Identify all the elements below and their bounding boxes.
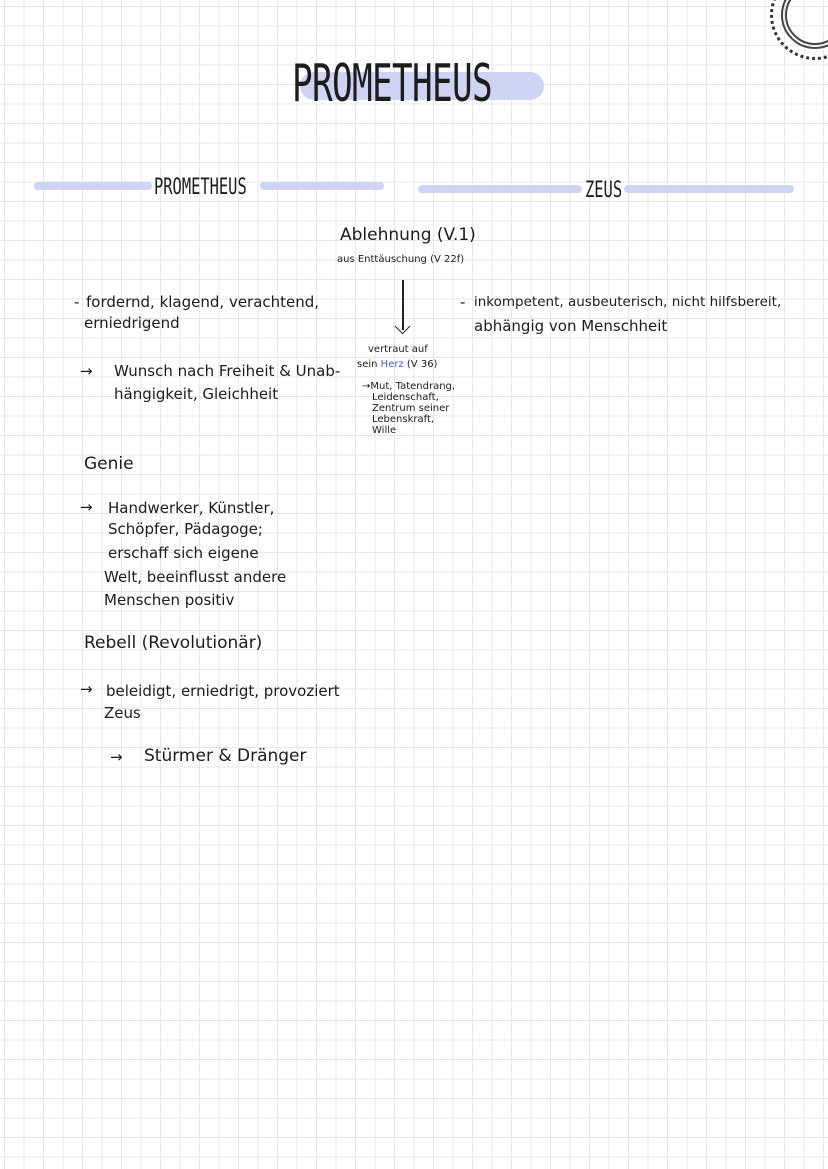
right-column-heading: ZEUS [585,178,623,203]
rebel-arrow-icon: → [80,680,93,698]
rebel-line2: Zeus [104,704,141,722]
right-line1: inkompetent, ausbeuterisch, nicht hilfsbereit, [474,294,782,310]
genie-line4: Welt, beeinflusst andere [104,568,287,586]
rebel-line1: beleidigt, erniedrigt, provoziert [106,682,340,700]
center-trust-line1: vertraut auf [368,344,428,355]
herz-highlight: Herz [380,359,404,370]
down-arrow-icon [402,280,404,330]
left-column-heading: PROMETHEUS [154,175,247,200]
left-line1: fordernd, klagend, verachtend, [86,293,320,311]
right-line2: abhängig von Menschheit [474,317,668,335]
center-subheading: aus Enttäuschung (V 22f) [337,254,465,265]
genie-line1: Handwerker, Künstler, [108,499,275,517]
left-heading-highlight-a [34,182,152,190]
rebel-heading: Rebell (Revolutionär) [84,633,263,653]
center-heading: Ablehnung (V.1) [340,225,476,245]
right-dash: - [460,293,466,311]
wish-line1: Wunsch nach Freiheit & Unab- [114,362,341,380]
wish-arrow-icon: → [80,362,93,380]
genie-line2: Schöpfer, Pädagoge; [108,520,263,538]
left-dash: - [74,293,80,311]
sturm-line: Stürmer & Dränger [144,746,307,766]
genie-line5: Menschen positiv [104,591,235,609]
right-heading-highlight-b [624,185,794,193]
right-arrow-icon: → [362,381,371,392]
genie-heading: Genie [84,454,134,474]
mandala-doodle [770,0,828,60]
right-heading-highlight-a [418,185,582,193]
sturm-arrow-icon: → [110,748,123,766]
center-trust-line2: sein Herz (V 36) [357,359,438,370]
genie-line3: erschaff sich eigene [108,544,259,562]
genie-arrow-icon: → [80,498,93,516]
wish-line2: hängigkeit, Gleichheit [114,385,279,403]
left-line2: erniedrigend [84,314,180,332]
center-traits: →Mut, Tatendrang, Leidenschaft, Zentrum seiner Lebenskraft, Wille [362,381,456,436]
page-title: PROMETHEUS [292,54,493,114]
